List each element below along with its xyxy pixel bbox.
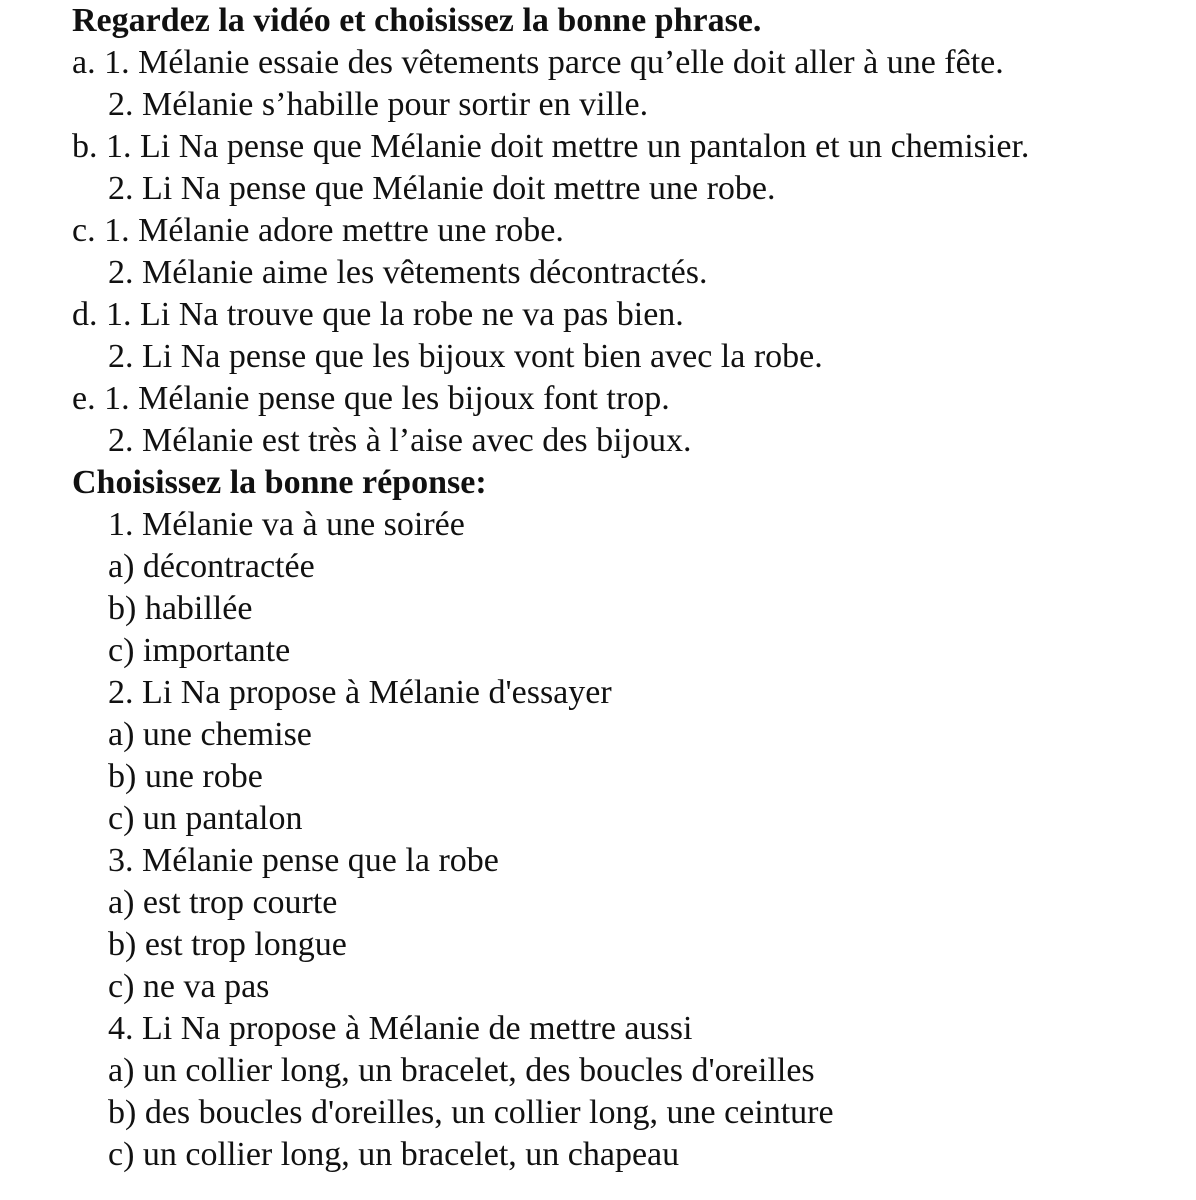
question-4: 4. Li Na propose à Mélanie de mettre aussi: [108, 1010, 693, 1047]
question-3-answer-c: c) ne va pas: [108, 968, 270, 1005]
question-1-answer-b: b) habillée: [108, 590, 253, 627]
item-b-option-2: 2. Li Na pense que Mélanie doit mettre une robe.: [108, 170, 776, 207]
question-3-answer-a: a) est trop courte: [108, 884, 338, 921]
item-a-option-1: a. 1. Mélanie essaie des vêtements parce qu’elle doit aller à une fête.: [72, 44, 1004, 81]
item-a-option-2: 2. Mélanie s’habille pour sortir en ville.: [108, 86, 649, 123]
item-d-option-2: 2. Li Na pense que les bijoux vont bien avec la robe.: [108, 338, 823, 375]
question-2-answer-c: c) un pantalon: [108, 800, 303, 837]
question-4-answer-a: a) un collier long, un bracelet, des boucles d'oreilles: [108, 1052, 815, 1089]
question-2-answer-b: b) une robe: [108, 758, 263, 795]
item-e-option-2: 2. Mélanie est très à l’aise avec des bijoux.: [108, 422, 692, 459]
question-4-answer-b: b) des boucles d'oreilles, un collier long, une ceinture: [108, 1094, 834, 1131]
item-c-option-2: 2. Mélanie aime les vêtements décontractés.: [108, 254, 708, 291]
question-1-answer-c: c) importante: [108, 632, 291, 669]
question-3-answer-b: b) est trop longue: [108, 926, 347, 963]
question-1-answer-a: a) décontractée: [108, 548, 315, 585]
question-4-answer-c: c) un collier long, un bracelet, un chapeau: [108, 1136, 680, 1173]
item-b-option-1: b. 1. Li Na pense que Mélanie doit mettre un pantalon et un chemisier.: [72, 128, 1030, 165]
item-d-option-1: d. 1. Li Na trouve que la robe ne va pas bien.: [72, 296, 684, 333]
part1-title: Regardez la vidéo et choisissez la bonne phrase.: [72, 2, 762, 39]
question-2-answer-a: a) une chemise: [108, 716, 312, 753]
item-e-option-1: e. 1. Mélanie pense que les bijoux font trop.: [72, 380, 670, 417]
question-2: 2. Li Na propose à Mélanie d'essayer: [108, 674, 612, 711]
question-3: 3. Mélanie pense que la robe: [108, 842, 499, 879]
question-1: 1. Mélanie va à une soirée: [108, 506, 465, 543]
part2-title: Choisissez la bonne réponse:: [72, 464, 487, 501]
item-c-option-1: c. 1. Mélanie adore mettre une robe.: [72, 212, 564, 249]
